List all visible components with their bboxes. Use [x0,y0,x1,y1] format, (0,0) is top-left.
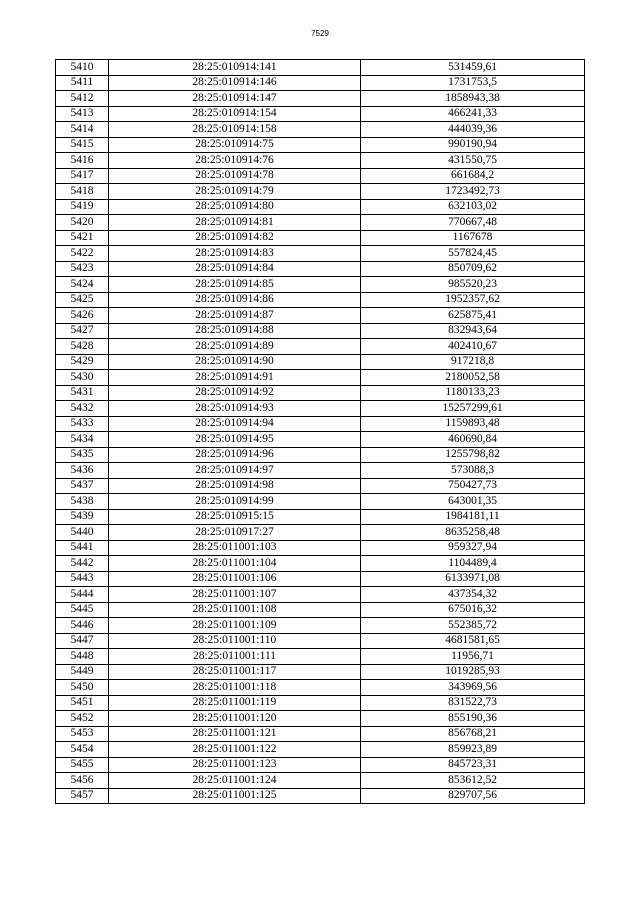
cadastral-value-cell: 1984181,11 [361,509,585,525]
cadastral-number-cell: 28:25:011001:119 [109,695,361,711]
cadastral-number-cell: 28:25:011001:120 [109,711,361,727]
cadastral-value-cell: 1180133,23 [361,385,585,401]
cadastral-value-cell: 402410,67 [361,339,585,355]
row-number-cell: 5436 [56,463,109,479]
cadastral-value-cell: 15257299,61 [361,401,585,417]
cadastral-value-cell: 829707,56 [361,788,585,804]
cadastral-number-cell: 28:25:010914:92 [109,385,361,401]
cadastral-value-cell: 557824,45 [361,246,585,262]
cadastral-value-cell: 1104489,4 [361,556,585,572]
cadastral-value-cell: 1019285,93 [361,664,585,680]
cadastral-value-cell: 1159893,48 [361,416,585,432]
cadastral-number-cell: 28:25:011001:104 [109,556,361,572]
page-number: 7529 [311,29,329,38]
table-row [56,370,585,386]
table-row [56,571,585,587]
cadastral-number-cell: 28:25:010914:81 [109,215,361,231]
row-number-cell: 5433 [56,416,109,432]
cadastral-number-cell: 28:25:011001:108 [109,602,361,618]
table-row [56,292,585,308]
row-number-cell: 5441 [56,540,109,556]
cadastral-value-cell: 573088,3 [361,463,585,479]
cadastral-number-cell: 28:25:010914:94 [109,416,361,432]
cadastral-number-cell: 28:25:010914:80 [109,199,361,215]
row-number-cell: 5417 [56,168,109,184]
cadastral-number-cell: 28:25:010914:99 [109,494,361,510]
cadastral-value-cell: 1723492,73 [361,184,585,200]
table-row [56,137,585,153]
cadastral-number-cell: 28:25:010914:90 [109,354,361,370]
cadastral-value-cell: 460690,84 [361,432,585,448]
row-number-cell: 5455 [56,757,109,773]
cadastral-number-cell: 28:25:010914:97 [109,463,361,479]
row-number-cell: 5439 [56,509,109,525]
table-row [56,416,585,432]
cadastral-number-cell: 28:25:010914:89 [109,339,361,355]
cadastral-number-cell: 28:25:010914:75 [109,137,361,153]
cadastral-value-cell: 845723,31 [361,757,585,773]
cadastral-number-cell: 28:25:010914:91 [109,370,361,386]
row-number-cell: 5429 [56,354,109,370]
cadastral-number-cell: 28:25:010914:154 [109,106,361,122]
cadastral-number-cell: 28:25:010914:85 [109,277,361,293]
table-row [56,602,585,618]
cadastral-value-table [55,59,585,804]
cadastral-number-cell: 28:25:011001:124 [109,773,361,789]
cadastral-value-cell: 985520,23 [361,277,585,293]
table-row [56,261,585,277]
table-row [56,184,585,200]
cadastral-value-cell: 959327,94 [361,540,585,556]
cadastral-number-cell: 28:25:010914:82 [109,230,361,246]
table-row [56,742,585,758]
cadastral-value-cell: 632103,02 [361,199,585,215]
cadastral-number-cell: 28:25:011001:103 [109,540,361,556]
table-row [56,91,585,107]
row-number-cell: 5424 [56,277,109,293]
cadastral-value-cell: 750427,73 [361,478,585,494]
cadastral-value-cell: 431550,75 [361,153,585,169]
table-row [56,463,585,479]
table-row [56,788,585,804]
table-row [56,122,585,138]
row-number-cell: 5427 [56,323,109,339]
cadastral-value-cell: 832943,64 [361,323,585,339]
row-number-cell: 5445 [56,602,109,618]
row-number-cell: 5434 [56,432,109,448]
table-row [56,633,585,649]
table-row [56,540,585,556]
cadastral-number-cell: 28:25:010914:96 [109,447,361,463]
row-number-cell: 5411 [56,75,109,91]
cadastral-number-cell: 28:25:010914:95 [109,432,361,448]
table-row [56,447,585,463]
row-number-cell: 5447 [56,633,109,649]
cadastral-number-cell: 28:25:010914:76 [109,153,361,169]
cadastral-value-cell: 531459,61 [361,60,585,76]
row-number-cell: 5422 [56,246,109,262]
cadastral-number-cell: 28:25:010915:15 [109,509,361,525]
cadastral-value-cell: 625875,41 [361,308,585,324]
cadastral-value-cell: 853612,52 [361,773,585,789]
cadastral-number-cell: 28:25:010914:87 [109,308,361,324]
table-row [56,215,585,231]
table-row [56,308,585,324]
table-row [56,525,585,541]
table-row [56,75,585,91]
cadastral-value-cell: 552385,72 [361,618,585,634]
table-row [56,168,585,184]
cadastral-number-cell: 28:25:010914:83 [109,246,361,262]
cadastral-number-cell: 28:25:010917:27 [109,525,361,541]
row-number-cell: 5419 [56,199,109,215]
cadastral-number-cell: 28:25:010914:84 [109,261,361,277]
cadastral-number-cell: 28:25:011001:107 [109,587,361,603]
cadastral-value-cell: 6133971,08 [361,571,585,587]
row-number-cell: 5418 [56,184,109,200]
cadastral-value-cell: 343969,56 [361,680,585,696]
table-row [56,680,585,696]
cadastral-number-cell: 28:25:010914:79 [109,184,361,200]
cadastral-value-cell: 661684,2 [361,168,585,184]
cadastral-value-cell: 437354,32 [361,587,585,603]
row-number-cell: 5425 [56,292,109,308]
table-row [56,106,585,122]
row-number-cell: 5437 [56,478,109,494]
table-row [56,726,585,742]
table-row [56,618,585,634]
row-number-cell: 5428 [56,339,109,355]
cadastral-number-cell: 28:25:011001:110 [109,633,361,649]
cadastral-number-cell: 28:25:010914:86 [109,292,361,308]
cadastral-value-cell: 1731753,5 [361,75,585,91]
table-row [56,556,585,572]
row-number-cell: 5452 [56,711,109,727]
row-number-cell: 5423 [56,261,109,277]
cadastral-number-cell: 28:25:010914:147 [109,91,361,107]
table-row [56,711,585,727]
table-row [56,323,585,339]
table-row [56,230,585,246]
table-row [56,587,585,603]
table-row [56,401,585,417]
table-row [56,478,585,494]
cadastral-number-cell: 28:25:010914:141 [109,60,361,76]
cadastral-value-cell: 859923,89 [361,742,585,758]
row-number-cell: 5446 [56,618,109,634]
row-number-cell: 5457 [56,788,109,804]
cadastral-value-cell: 1167678 [361,230,585,246]
cadastral-number-cell: 28:25:010914:98 [109,478,361,494]
row-number-cell: 5431 [56,385,109,401]
table-row [56,695,585,711]
row-number-cell: 5420 [56,215,109,231]
cadastral-number-cell: 28:25:010914:88 [109,323,361,339]
row-number-cell: 5412 [56,91,109,107]
table-row [56,773,585,789]
table-row [56,385,585,401]
table-row [56,246,585,262]
row-number-cell: 5440 [56,525,109,541]
row-number-cell: 5454 [56,742,109,758]
row-number-cell: 5413 [56,106,109,122]
row-number-cell: 5432 [56,401,109,417]
table-row [56,494,585,510]
row-number-cell: 5438 [56,494,109,510]
row-number-cell: 5435 [56,447,109,463]
cadastral-number-cell: 28:25:010914:146 [109,75,361,91]
cadastral-number-cell: 28:25:011001:109 [109,618,361,634]
cadastral-value-cell: 466241,33 [361,106,585,122]
cadastral-value-cell: 917218,8 [361,354,585,370]
row-number-cell: 5453 [56,726,109,742]
table-row [56,277,585,293]
cadastral-value-cell: 990190,94 [361,137,585,153]
table-row [56,757,585,773]
cadastral-number-cell: 28:25:010914:158 [109,122,361,138]
table-row [56,432,585,448]
table-body [56,60,585,804]
row-number-cell: 5443 [56,571,109,587]
row-number-cell: 5430 [56,370,109,386]
table-row [56,153,585,169]
row-number-cell: 5415 [56,137,109,153]
cadastral-number-cell: 28:25:011001:106 [109,571,361,587]
row-number-cell: 5421 [56,230,109,246]
cadastral-value-cell: 675016,32 [361,602,585,618]
cadastral-number-cell: 28:25:011001:125 [109,788,361,804]
cadastral-value-cell: 1952357,62 [361,292,585,308]
cadastral-value-cell: 643001,35 [361,494,585,510]
cadastral-value-cell: 1858943,38 [361,91,585,107]
row-number-cell: 5451 [56,695,109,711]
cadastral-value-cell: 2180052,58 [361,370,585,386]
row-number-cell: 5448 [56,649,109,665]
cadastral-number-cell: 28:25:011001:117 [109,664,361,680]
table-row [56,649,585,665]
table-row [56,339,585,355]
row-number-cell: 5444 [56,587,109,603]
cadastral-number-cell: 28:25:011001:111 [109,649,361,665]
cadastral-number-cell: 28:25:011001:118 [109,680,361,696]
cadastral-number-cell: 28:25:011001:122 [109,742,361,758]
cadastral-value-cell: 444039,36 [361,122,585,138]
cadastral-value-cell: 11956,71 [361,649,585,665]
table-row [56,509,585,525]
row-number-cell: 5442 [56,556,109,572]
row-number-cell: 5449 [56,664,109,680]
row-number-cell: 5456 [56,773,109,789]
row-number-cell: 5450 [56,680,109,696]
cadastral-value-cell: 4681581,65 [361,633,585,649]
table-row [56,60,585,76]
cadastral-number-cell: 28:25:011001:121 [109,726,361,742]
row-number-cell: 5410 [56,60,109,76]
row-number-cell: 5416 [56,153,109,169]
cadastral-value-cell: 770667,48 [361,215,585,231]
cadastral-value-cell: 8635258,48 [361,525,585,541]
table-row [56,664,585,680]
cadastral-number-cell: 28:25:010914:78 [109,168,361,184]
cadastral-value-cell: 850709,62 [361,261,585,277]
cadastral-number-cell: 28:25:010914:93 [109,401,361,417]
table-row [56,354,585,370]
cadastral-value-cell: 1255798,82 [361,447,585,463]
table-row [56,199,585,215]
row-number-cell: 5414 [56,122,109,138]
cadastral-value-cell: 855190,36 [361,711,585,727]
cadastral-number-cell: 28:25:011001:123 [109,757,361,773]
cadastral-value-cell: 856768,21 [361,726,585,742]
row-number-cell: 5426 [56,308,109,324]
cadastral-value-cell: 831522,73 [361,695,585,711]
